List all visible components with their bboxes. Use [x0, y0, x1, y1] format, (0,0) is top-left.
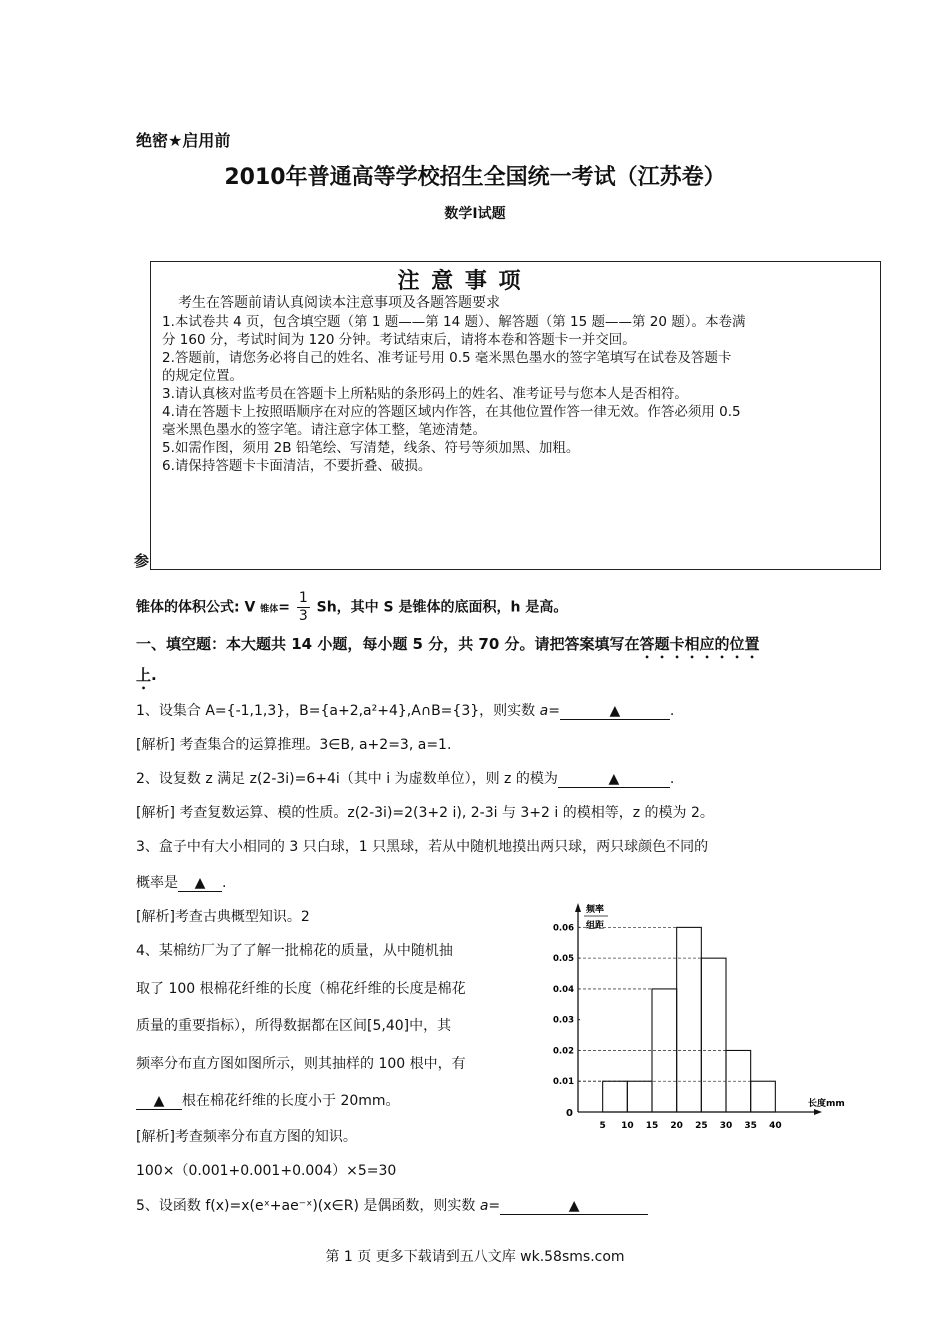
page-footer: 第 1 页 更多下载请到五八文库 wk.58sms.com: [325, 1249, 625, 1265]
x-tick-label: 20: [670, 1121, 683, 1131]
origin-label: 0: [566, 1108, 573, 1119]
answer-blank: ▲: [558, 771, 670, 788]
question-2: 2、设复数 z 满足 z(2-3i)=6+4i（其中 i 为虚数单位），则 z 的模为 ▲ .: [136, 771, 675, 787]
page-subtitle: 数学Ⅰ试题: [444, 206, 506, 222]
notice-title: 注 意 事 项: [397, 269, 523, 294]
x-tick-label: 5: [599, 1121, 606, 1131]
question-4-line: 4、某棉纺厂为了了解一批棉花的质量，从中随机抽: [136, 943, 453, 959]
question-3-line-1: 3、盒子中有大小相同的 3 只白球，1 只黑球，若从中随机地摸出两只球，两只球颜色不同的: [136, 839, 709, 855]
notice-line: 的规定位置。: [162, 368, 243, 384]
analysis-4: [解析]考查频率分布直方图的知识。: [136, 1129, 357, 1145]
histogram-chart: [542, 898, 845, 1138]
y-axis-label-top: 频率: [586, 905, 605, 915]
notice-line: 2.答题前，请您务必将自己的姓名、准考证号用 0.5 毫米黑色墨水的签字笔填写在试卷及答题卡: [162, 350, 732, 366]
y-tick-label: 0.01: [553, 1077, 574, 1088]
y-tick-label: 0.02: [553, 1046, 574, 1057]
notice-line: 5.如需作图，须用 2B 铅笔绘、写清楚，线条、符号等须加黑、加粗。: [162, 440, 580, 456]
x-axis-arrow: [814, 1109, 822, 1115]
histogram-bar: [701, 958, 726, 1112]
section-heading-cont: 上.: [136, 666, 157, 684]
analysis-1: [解析] 考查集合的运算推理。3∈B, a+2=3, a=1.: [136, 737, 452, 753]
x-tick-label: 30: [719, 1121, 733, 1131]
y-tick-label: 0.06: [553, 923, 574, 934]
y-axis-label-bottom: 组距: [586, 921, 605, 931]
notice-intro: 考生在答题前请认真阅读本注意事项及各题答题要求: [178, 295, 500, 311]
reference-fragment: 参: [134, 552, 150, 570]
answer-blank: ▲: [136, 1093, 182, 1110]
histogram-bar: [603, 1081, 628, 1112]
question-4-line: 频率分布直方图如图所示，则其抽样的 100 根中，有: [136, 1056, 466, 1072]
question-3-line-2: 概率是 ▲ .: [136, 875, 227, 891]
x-tick-label: 25: [695, 1121, 708, 1131]
x-tick-label: 10: [621, 1121, 634, 1131]
question-1: 1、设集合 A={-1,1,3}，B={a+2,a²+4},A∩B={3}，则实数 a= ▲ .: [136, 703, 675, 719]
analysis-4-calc: 100×（0.001+0.001+0.004）×5=30: [136, 1163, 397, 1179]
volume-formula: 锥体的体积公式: V 锥体= $\frac{1}{3}$ Sh，其中 S 是锥体的底面积，h 是高。: [136, 590, 568, 624]
notice-line: 3.请认真核对监考员在答题卡上所粘贴的条形码上的姓名、准考证号与您本人是否相符。: [162, 386, 688, 402]
x-axis-label: 长度mm: [808, 1099, 845, 1109]
notice-line: 毫米黑色墨水的签字笔。请注意字体工整，笔迹清楚。: [162, 422, 486, 438]
x-tick-label: 15: [645, 1121, 659, 1131]
analysis-3: [解析]考查古典概型知识。2: [136, 909, 310, 925]
notice-line: 4.请在答题卡上按照晤顺序在对应的答题区域内作答，在其他位置作答一律无效。作答必须用 0.5: [162, 404, 741, 420]
y-tick-label: 0.03: [553, 1015, 574, 1026]
formula-fraction: $\frac{1}{3}$: [298, 590, 308, 624]
page-title: 2010年普通高等学校招生全国统一考试（江苏卷）: [224, 165, 726, 190]
question-5: 5、设函数 f(x)=x(eˣ+ae⁻ˣ)(x∈R) 是偶函数，则实数 a= ▲: [136, 1195, 648, 1215]
histogram-bar: [751, 1081, 776, 1112]
question-4-line-last: ▲ 根在棉花纤维的长度小于 20mm。: [136, 1090, 400, 1110]
y-axis-arrow: [575, 903, 581, 912]
top-secret-label: 绝密★启用前: [136, 131, 231, 150]
notice-line: 6.请保持答题卡卡面清洁，不要折叠、破损。: [162, 458, 432, 474]
section-heading: 一、填空题：本大题共 14 小题，每小题 5 分，共 70 分。请把答案填写在答题卡相应的位置: [136, 635, 760, 653]
y-tick-label: 0.05: [553, 954, 574, 965]
histogram-bar: [677, 927, 702, 1112]
question-4-line: 取了 100 根棉花纤维的长度（棉花纤维的长度是棉花: [136, 981, 466, 997]
y-tick-label: 0.04: [553, 984, 574, 995]
question-4-line: 质量的重要指标），所得数据都在区间[5,40]中，其: [136, 1018, 452, 1034]
answer-blank: ▲: [560, 703, 670, 720]
histogram-bar: [627, 1081, 652, 1112]
x-tick-label: 35: [744, 1121, 757, 1131]
notice-line: 分 160 分，考试时间为 120 分钟。考试结束后，请将本卷和答题卡一并交回。: [162, 332, 636, 348]
answer-blank: ▲: [500, 1198, 648, 1215]
analysis-2: [解析] 考查复数运算、模的性质。z(2-3i)=2(3+2 i), 2-3i 与 3+2 i 的模相等，z 的模为 2。: [136, 805, 714, 821]
x-tick-label: 40: [769, 1121, 782, 1131]
notice-line: 1.本试卷共 4 页，包含填空题（第 1 题——第 14 题）、解答题（第 15 题——第 20 题）。本卷满: [162, 314, 746, 330]
answer-blank: ▲: [178, 875, 222, 892]
